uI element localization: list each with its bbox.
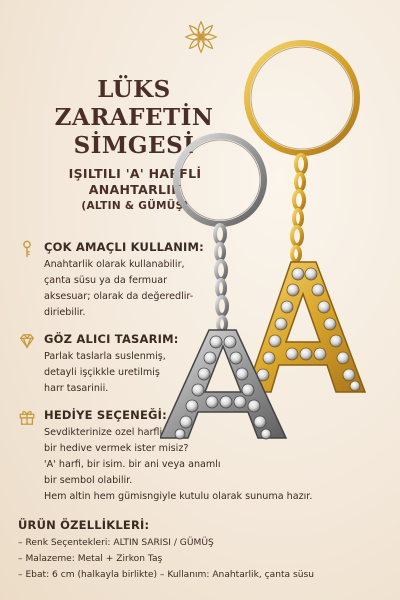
- subtitle-note: (ALTIN & GÜMÜŞ): [81, 200, 189, 212]
- gift-icon: [18, 408, 36, 426]
- feature-size: – Ebat: 6 cm (halkayla birlikte) – Kullanım: Anahtarlik, çanta süsu: [18, 570, 314, 580]
- page-title: LÜKS ZARAFETİN SİMGESİ: [54, 76, 214, 159]
- section-text: Anahtarlik olarak kullanabilir, çanta süsu ya da fermuar aksesuar; olarak da değeredlir- diriebilir.: [44, 259, 194, 318]
- section-heading: GÖZ ALICI TASARIM:: [44, 332, 179, 346]
- section-heading: ÇOK AMAÇLI KULLANIM:: [44, 240, 204, 254]
- product-subtitle: IŞILTILI 'A' HARFLİ ANAHTARLIK (ALTIN & GÜMÜŞ): [30, 166, 240, 214]
- product-features: [18, 518, 314, 583]
- features-heading: ÜRÜN ÖZELLİKLERİ:: [18, 518, 150, 532]
- section-heading: HEDİYE SEÇENEĞİ:: [44, 408, 167, 422]
- keychain-illustration: [160, 40, 400, 480]
- section-text: Parlak taslarla suslenmiş, detayli işçikkle uretilmiş harr tasarinii.: [44, 351, 166, 394]
- diamond-icon: [18, 332, 36, 350]
- section-text: Sevdikterinize ozel harfli bir hedive vermek ister misiz? 'A' harfi, bir isim. bir ani veya anamlı bir sembol olabilir. Hem altin hem gümisngiyle kutulu olarak sunuma hazır.: [44, 427, 313, 502]
- feature-color: – Renk Seçentekleri: ALTIN SARISI / GÜMÜŞ: [18, 538, 214, 548]
- silver-keychain: [160, 136, 286, 439]
- feature-material: – Malazeme: Metal + Zirkon Taş: [18, 554, 163, 564]
- gold-keychain: [246, 43, 365, 392]
- key-icon: [18, 240, 36, 258]
